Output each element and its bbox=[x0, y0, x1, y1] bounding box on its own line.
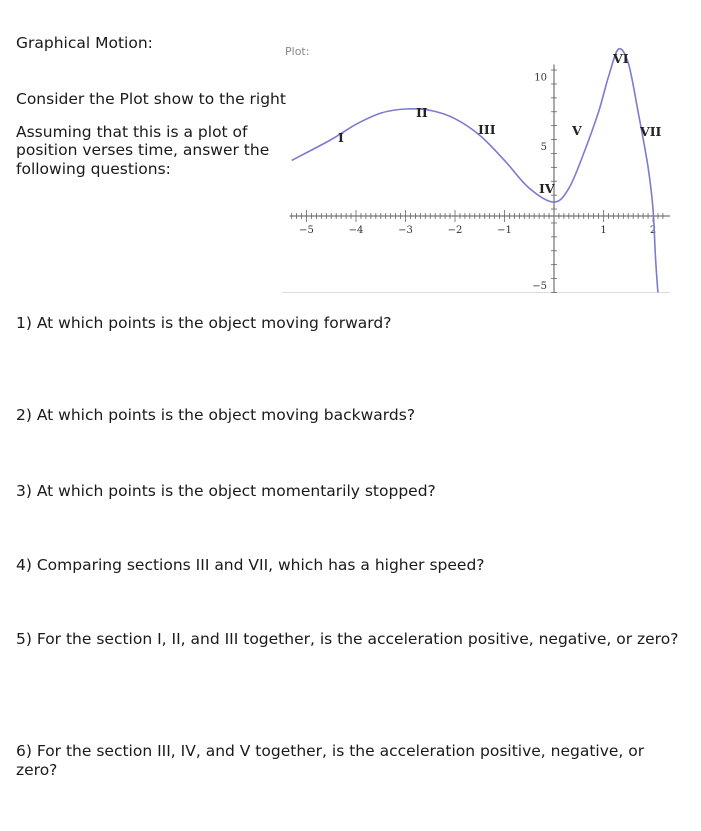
x-tick-label: −3 bbox=[398, 225, 413, 236]
intro-line-1: Consider the Plot show to the right bbox=[16, 90, 286, 108]
page-heading: Graphical Motion: bbox=[16, 34, 153, 52]
section-label-v: V bbox=[572, 123, 582, 138]
intro-text bbox=[16, 90, 286, 192]
question-2: 2) At which points is the object moving backwards? bbox=[16, 406, 416, 424]
question-3: 3) At which points is the object momentarily stopped? bbox=[16, 482, 436, 500]
question-1: 1) At which points is the object moving forward? bbox=[16, 314, 392, 332]
y-tick-label: 5 bbox=[540, 142, 547, 153]
section-label-vi: VI bbox=[613, 51, 629, 66]
x-tick-label: −2 bbox=[447, 225, 463, 236]
x-tick-label: −1 bbox=[497, 225, 512, 236]
x-tick-label: −4 bbox=[348, 225, 364, 236]
position-curve bbox=[292, 49, 658, 293]
section-label-iii: III bbox=[478, 122, 496, 137]
question-4: 4) Comparing sections III and VII, which has a higher speed? bbox=[16, 556, 485, 574]
plot-canvas bbox=[282, 38, 670, 293]
plot-label: Plot: bbox=[285, 45, 310, 58]
x-tick-label: 1 bbox=[600, 225, 607, 236]
question-6: 6) For the section III, IV, and V together, is the acceleration positive, negative, or zero? bbox=[16, 742, 645, 779]
section-label-vii: VII bbox=[640, 124, 662, 139]
section-label-iv: IV bbox=[539, 181, 555, 196]
y-tick-label: −5 bbox=[532, 281, 547, 292]
x-tick-label: −5 bbox=[299, 225, 314, 236]
section-label-i: I bbox=[338, 130, 344, 145]
question-5: 5) For the section I, II, and III together, is the acceleration positive, negative, or zero? bbox=[16, 630, 679, 648]
x-tick-label: 2 bbox=[649, 225, 657, 236]
position-time-plot bbox=[282, 38, 670, 293]
intro-line-2: Assuming that this is a plot of position verses time, answer the following questions: bbox=[16, 122, 270, 178]
y-tick-label: 10 bbox=[534, 72, 547, 84]
section-label-ii: II bbox=[416, 105, 428, 120]
